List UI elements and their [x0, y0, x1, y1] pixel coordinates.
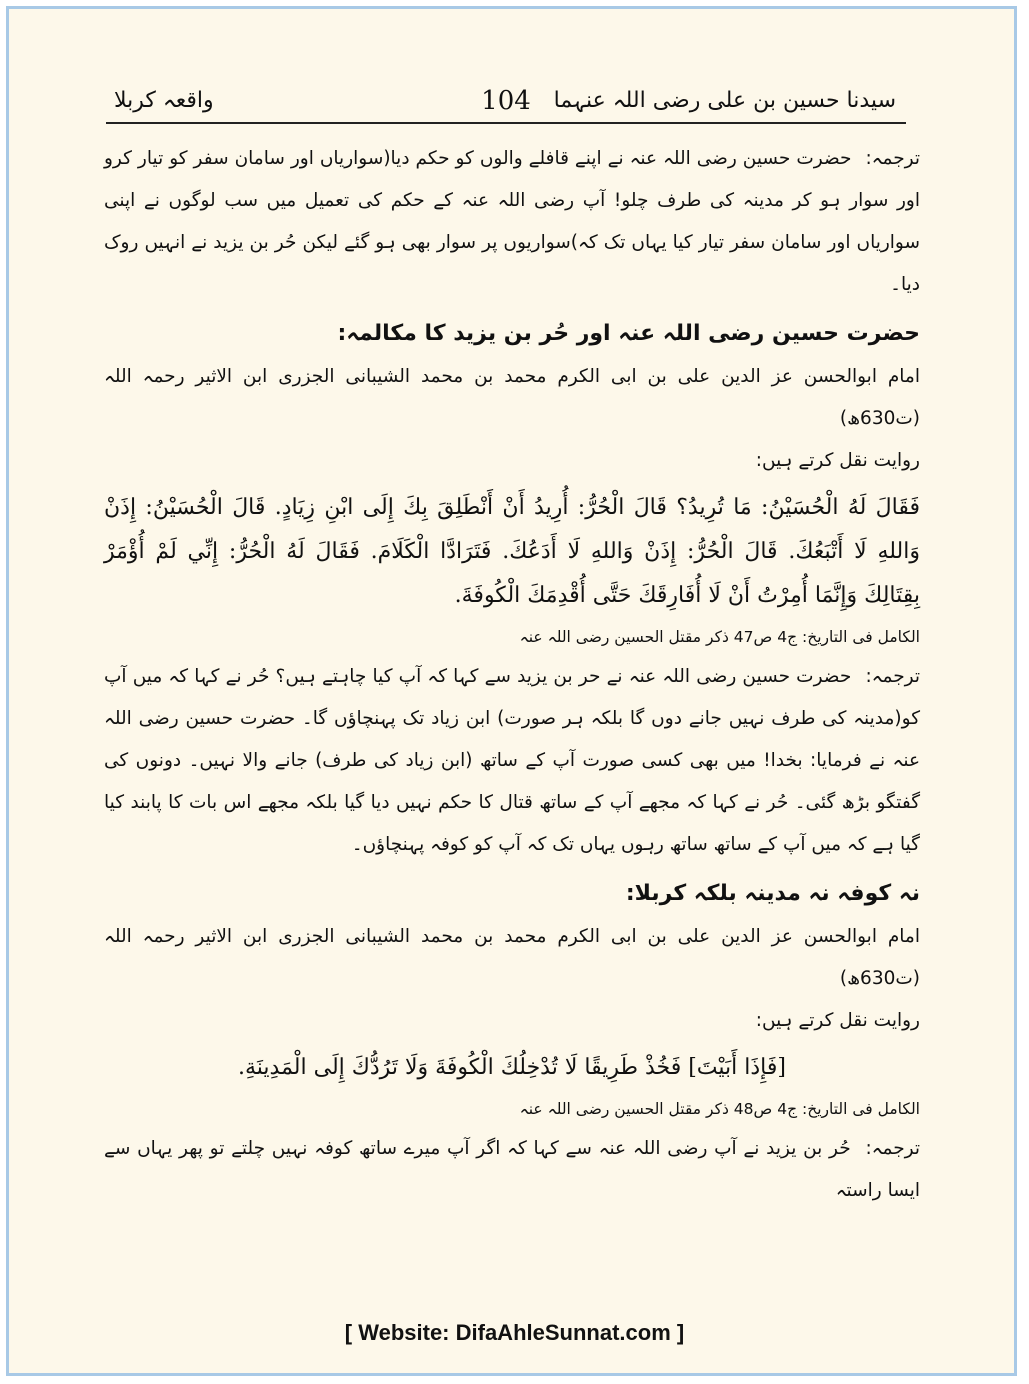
chapter-title: واقعہ کربلا [114, 88, 214, 113]
arabic-quote: [فَإِذَا أَبَيْتَ] فَخُذْ طَرِيقًا لَا تُدْخِلُكَ الْكُوفَةَ وَلَا تَرُدُّكَ إِلَى الْمَدِينَةِ. [237, 1055, 786, 1080]
book-title: سیدنا حسین بن علی رضی اللہ عنہما [553, 88, 896, 113]
translation-label: ترجمہ: [865, 148, 920, 169]
narrator-line: امام ابوالحسن عز الدین علی بن ابی الکرم محمد بن محمد الشیبانی الجزری ابن الاثیر رحمہ اللہ (ت630ھ) [104, 926, 920, 989]
translation-text: حضرت حسین رضی اللہ عنہ نے اپنے قافلے والوں کو حکم دیا(سواریاں اور سامان سفر کو تیار کرو اور سوار ہو کر مدینہ کی طرف چلو! آپ رضی اللہ عنہ کے حکم کی تعمیل میں سب لوگوں نے اپنی سواریاں اور سامان سفر تیار کیا یہاں تک کہ)سواریوں پر سوار بھی ہو گئے لیکن حُر بن یزید نے انہیں روک دیا۔ [104, 148, 920, 295]
reference-citation: الکامل فی التاریخ: ج4 ص48 ذکر مقتل الحسین رضی اللہ عنہ [519, 1100, 920, 1118]
narrates-line: روایت نقل کرتے ہیں: [755, 450, 920, 471]
arabic-quote: فَقَالَ لَهُ الْحُسَيْنُ: مَا تُرِيدُ؟ قَالَ الْحُرُّ: أُرِيدُ أَنْ أَنْطَلِقَ بِكَ إِلَى ابْنِ زِيَادٍ. قَالَ الْحُسَيْنُ: إِذَنْ وَاللهِ لَا أَتْبَعُكَ. قَالَ الْحُرُّ: إِذَنْ وَاللهِ لَا أَدَعُكَ. فَتَرَادَّا الْكَلَامَ. فَقَالَ لَهُ الْحُرُّ: إِنِّي لَمْ أُؤْمَرْ بِقِتَالِكَ وَإِنَّمَا أُمِرْتُ أَنْ لَا أُفَارِقَكَ حَتَّى أُقْدِمَكَ الْكُوفَةَ. [104, 495, 920, 608]
reference-citation: الکامل فی التاریخ: ج4 ص47 ذکر مقتل الحسین رضی اللہ عنہ [519, 628, 920, 646]
page-header [106, 86, 906, 124]
translation-text: حُر بن یزید نے آپ رضی اللہ عنہ سے کہا کہ اگر آپ میرے ساتھ کوفہ نہیں چلتے تو پھر یہاں سے ایسا راستہ [104, 1138, 920, 1201]
translation-paragraph [104, 1128, 920, 1212]
page-body [104, 138, 920, 1212]
translation-paragraph [104, 656, 920, 866]
translation-label: ترجمہ: [865, 666, 920, 687]
section-heading: نہ کوفہ نہ مدینہ بلکہ کربلا: [625, 881, 920, 906]
narrator-line: امام ابوالحسن عز الدین علی بن ابی الکرم محمد بن محمد الشیبانی الجزری ابن الاثیر رحمہ اللہ (ت630ھ) [104, 366, 920, 429]
narrates-line: روایت نقل کرتے ہیں: [755, 1010, 920, 1031]
section-heading: حضرت حسین رضی اللہ عنہ اور حُر بن یزید کا مکالمہ: [337, 321, 920, 346]
page-number: 104 [481, 86, 531, 116]
website-footer: [ Website: DifaAhleSunnat.com ] [344, 1320, 685, 1345]
translation-label: ترجمہ: [865, 1138, 921, 1159]
translation-text: حضرت حسین رضی اللہ عنہ نے حر بن یزید سے کہا کہ آپ کیا چاہتے ہیں؟ حُر نے کہا کہ میں آپ کو(مدینہ کی طرف نہیں جانے دوں گا بلکہ ہر صورت) ابن زیاد تک پہنچاؤں گا۔ حضرت حسین رضی اللہ عنہ نے فرمایا: بخدا! میں بھی کسی صورت آپ کے ساتھ (ابن زیاد کی طرف) جانے والا نہیں۔ دونوں کی گفتگو بڑھ گئی۔ حُر نے کہا کہ مجھے آپ کے ساتھ قتال کا حکم نہیں دیا گیا بلکہ مجھے اس بات کا پابند کیا گیا ہے کہ میں آپ کے ساتھ ساتھ رہوں یہاں تک کہ آپ کو کوفہ پہنچاؤں۔ [104, 666, 920, 855]
translation-paragraph [104, 138, 920, 306]
